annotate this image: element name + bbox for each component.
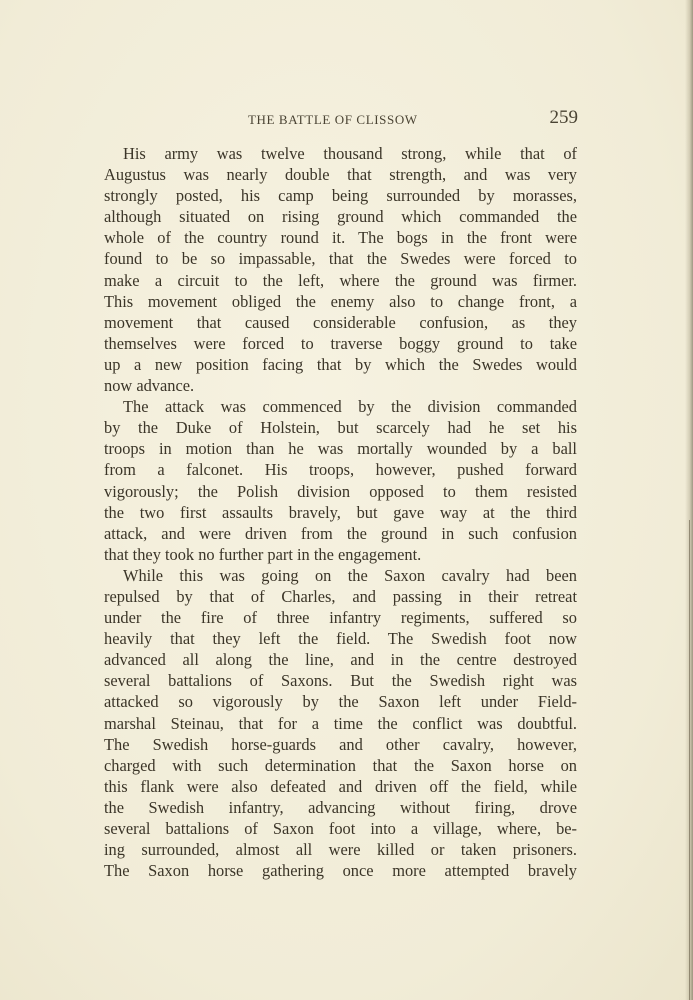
text-line: While this was going on the Saxon cavalry had been <box>123 565 577 585</box>
text-line: movement that caused considerable confusion, as they <box>104 312 577 332</box>
text-line: repulsed by that of Charles, and passing in their retreat <box>104 586 577 606</box>
page-edge-line <box>689 520 690 1000</box>
text-line: from a falconet. His troops, however, pushed forward <box>104 460 577 480</box>
text-line: vigorously; the Polish division opposed to them resisted <box>104 481 577 501</box>
text-line: several battalions of Saxons. But the Swedish right was <box>104 671 577 691</box>
body-text <box>104 143 577 881</box>
text-line: that they took no further part in the engagement. <box>104 544 422 564</box>
text-line: The Saxon horse gathering once more attempted bravely <box>104 861 577 881</box>
text-line: marshal Steinau, that for a time the conflict was doubtful. <box>104 713 577 733</box>
text-line: ing surrounded, almost all were killed or taken prisoners. <box>104 840 577 860</box>
text-line: this flank were also defeated and driven off the field, while <box>104 776 577 796</box>
text-line: under the fire of three infantry regiments, suffered so <box>104 608 577 628</box>
text-line: the Swedish infantry, advancing without firing, drove <box>104 797 577 817</box>
text-line: advanced all along the line, and in the centre destroyed <box>104 650 577 670</box>
text-line: by the Duke of Holstein, but scarcely had he set his <box>104 418 577 438</box>
text-line: charged with such determination that the Saxon horse on <box>104 755 577 775</box>
text-line: This movement obliged the enemy also to change front, a <box>104 291 577 311</box>
text-line: make a circuit to the left, where the ground was firmer. <box>104 270 577 290</box>
running-title: THE BATTLE OF CLISSOW <box>248 112 418 127</box>
text-line: Augustus was nearly double that strength, and was very <box>104 165 577 185</box>
text-line: The Swedish horse-guards and other cavalry, however, <box>104 734 577 754</box>
page-header <box>104 107 578 130</box>
text-line: troops in motion than he was mortally wounded by a ball <box>104 439 577 459</box>
text-line: the two first assaults bravely, but gave way at the third <box>104 502 577 522</box>
page-number: 259 <box>549 107 578 128</box>
text-line: heavily that they left the field. The Swedish foot now <box>104 629 577 649</box>
text-line: found to be so impassable, that the Swedes were forced to <box>104 249 577 269</box>
text-line: attack, and were driven from the ground in such confusion <box>104 523 577 543</box>
text-line: His army was twelve thousand strong, while that of <box>123 144 577 163</box>
text-line: strongly posted, his camp being surrounded by morasses, <box>104 186 577 206</box>
text-line: The attack was commenced by the division commanded <box>123 397 577 417</box>
text-line: themselves were forced to traverse boggy ground to take <box>104 333 577 353</box>
text-line: whole of the country round it. The bogs in the front were <box>104 228 577 248</box>
text-line: attacked so vigorously by the Saxon left under Field- <box>104 692 577 712</box>
text-line: now advance. <box>104 376 195 396</box>
text-line: up a new position facing that by which the Swedes would <box>104 354 577 374</box>
text-line: several battalions of Saxon foot into a village, where, be- <box>104 819 577 838</box>
text-line: although situated on rising ground which commanded the <box>104 207 577 227</box>
